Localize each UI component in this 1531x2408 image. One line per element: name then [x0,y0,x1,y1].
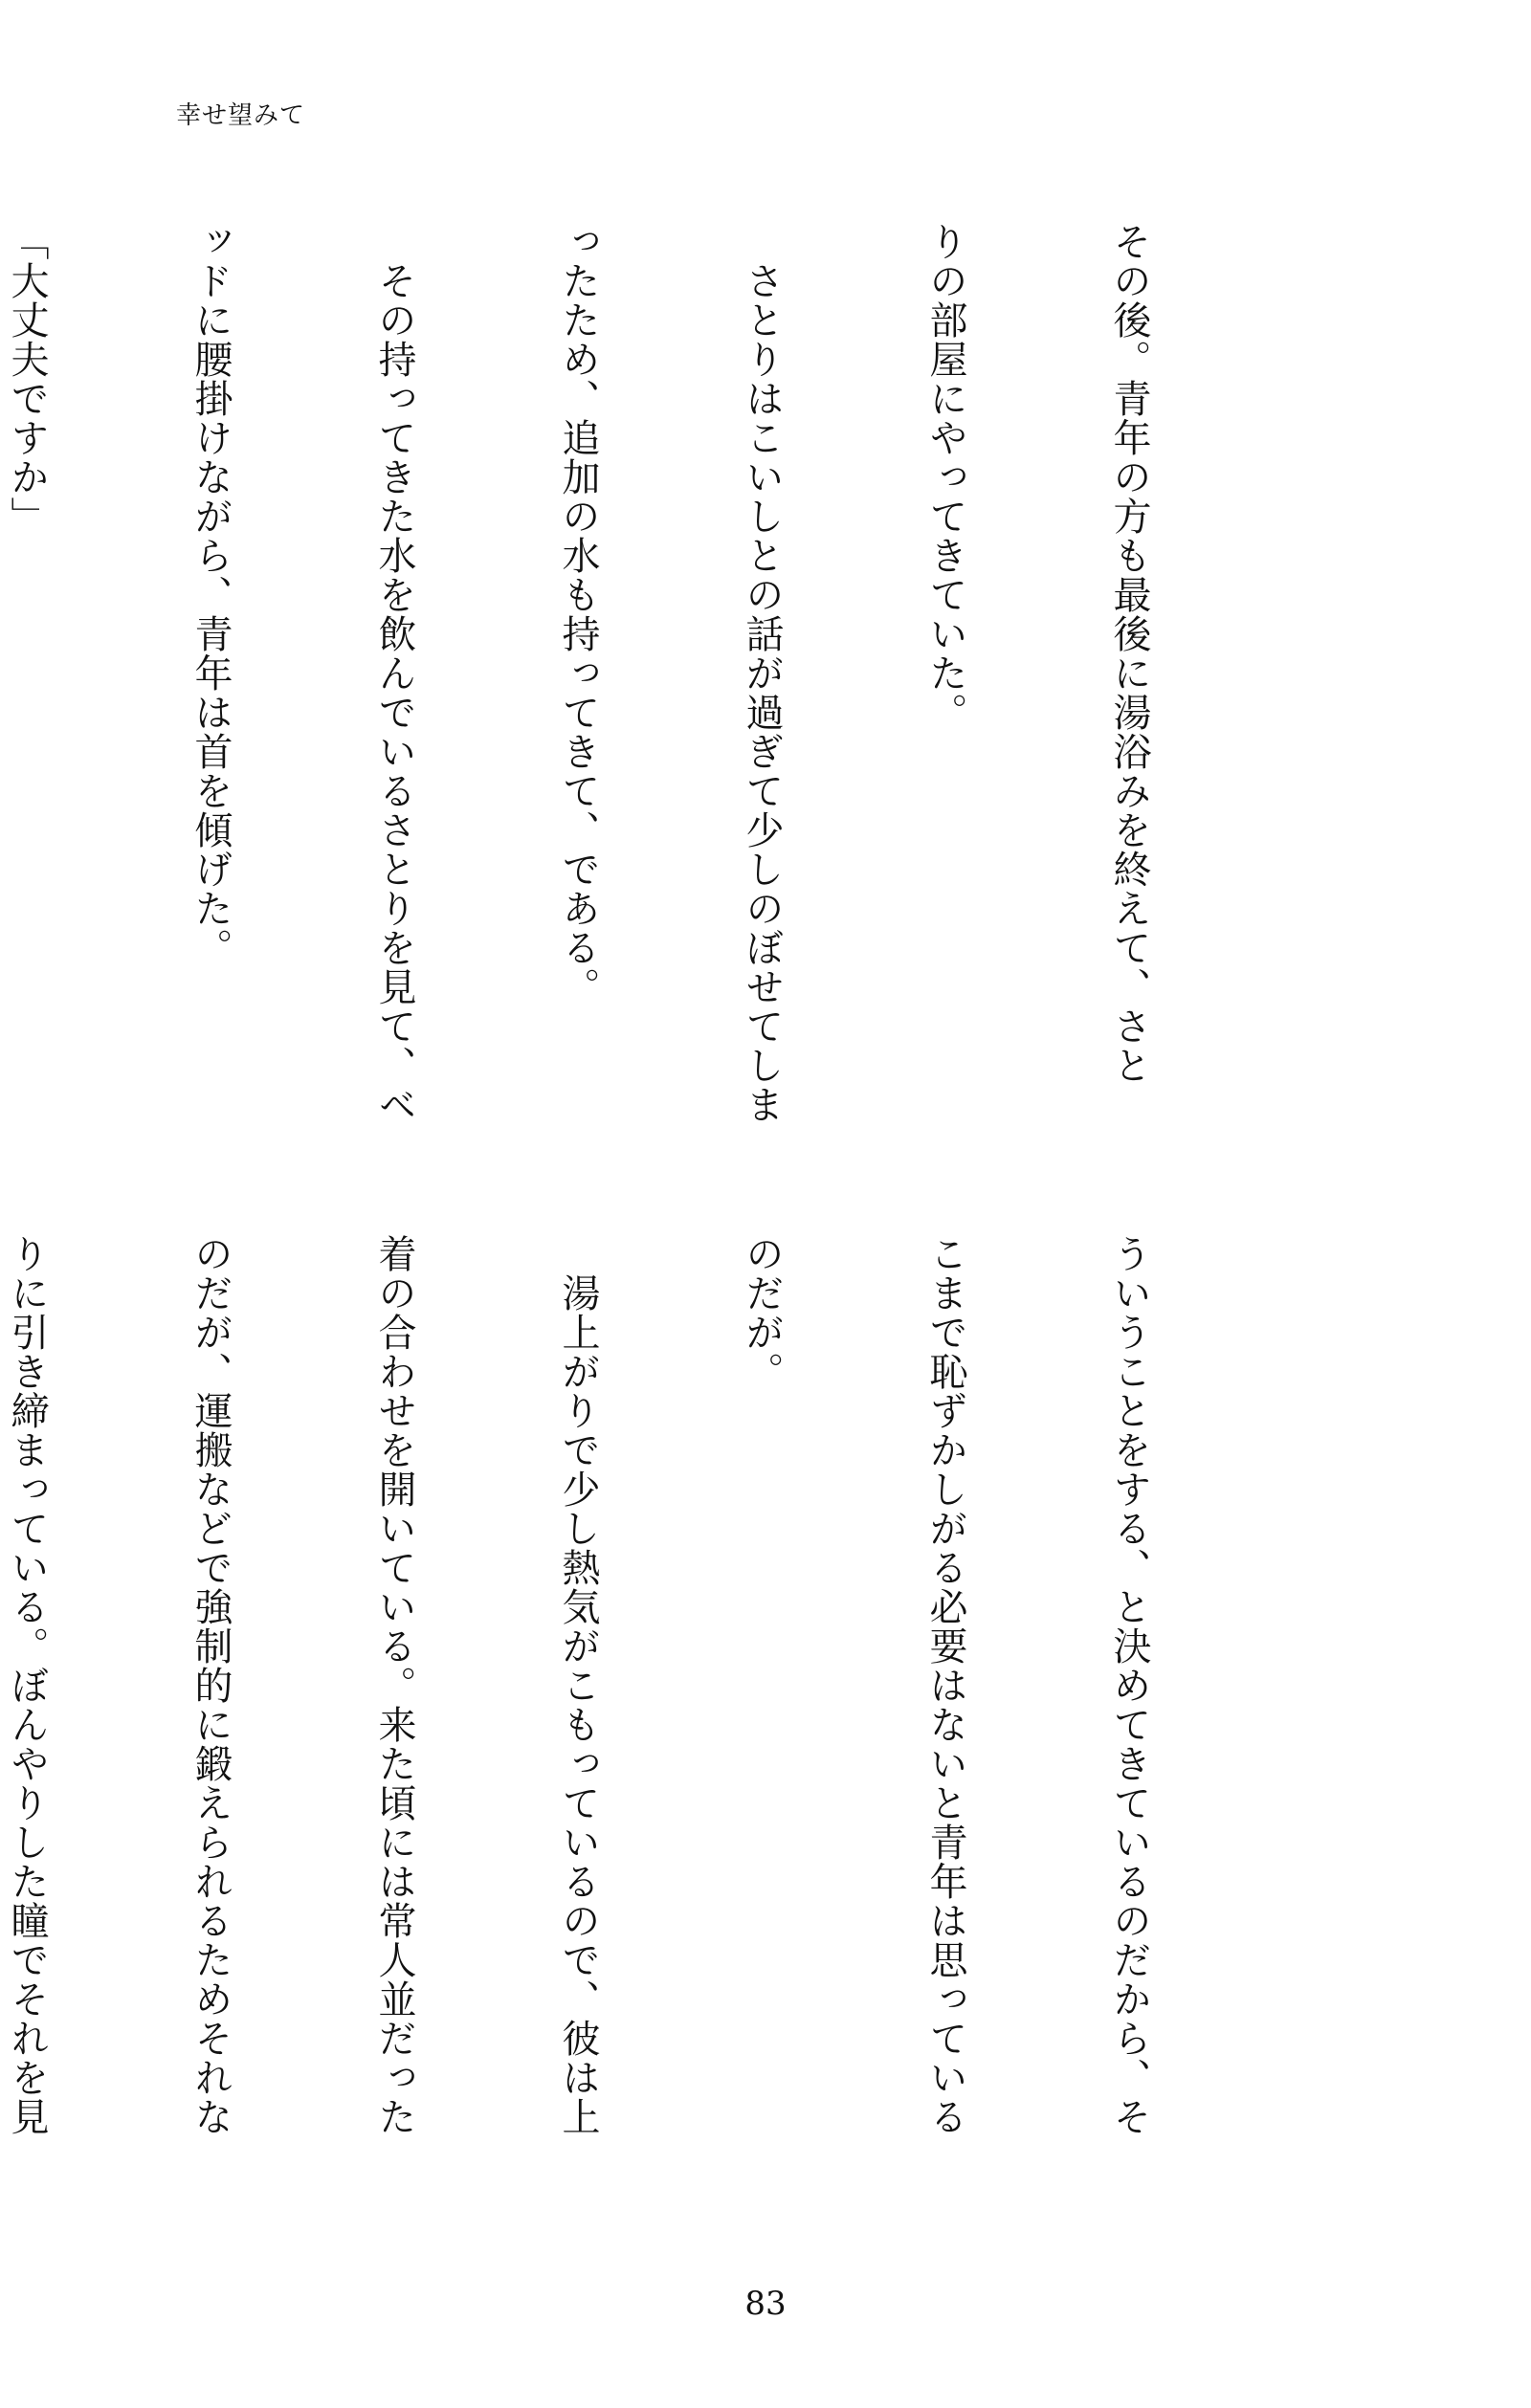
text-line: こまで恥ずかしがる必要はないと青年は思っている [923,1234,967,2136]
text-line: 「大丈夫ですか」 [5,222,49,536]
text-line: その持ってきた水を飲んでいるさとりを見て、ベ [372,222,416,1124]
page-number: 83 [744,2285,787,2323]
running-head: 幸せ望みて [176,101,306,130]
text-line: のだが。 [740,1234,784,1391]
text-line: その後。青年の方も最後に湯浴みを終えて、さと [1107,222,1151,1085]
body-text-bottom [0,1234,1282,2153]
text-line: りに引き締まっている。ぼんやりした瞳でそれを見 [5,1234,49,2136]
text-line: のだが、運搬などで強制的に鍛えられるためそれな [189,1234,233,2136]
text-line: ッドに腰掛けながら、青年は首を傾げた。 [189,222,233,967]
text-line: ういうことをする、と決めてきているのだから、そ [1107,1234,1151,2136]
text-line: 湯上がりで少し熱気がこもっているので、彼は上 [556,1234,600,2136]
text-line: ったため、追加の水も持ってきて、である。 [556,222,600,1006]
text-line: さとりはこいしとの話が過ぎて少しのぼせてしま [740,222,784,1124]
text-line: 着の合わせを開いている。来た頃には常人並だった [372,1234,416,2136]
body-text-top [0,222,1282,1140]
text-line: りの部屋にやってきていた。 [923,222,967,732]
